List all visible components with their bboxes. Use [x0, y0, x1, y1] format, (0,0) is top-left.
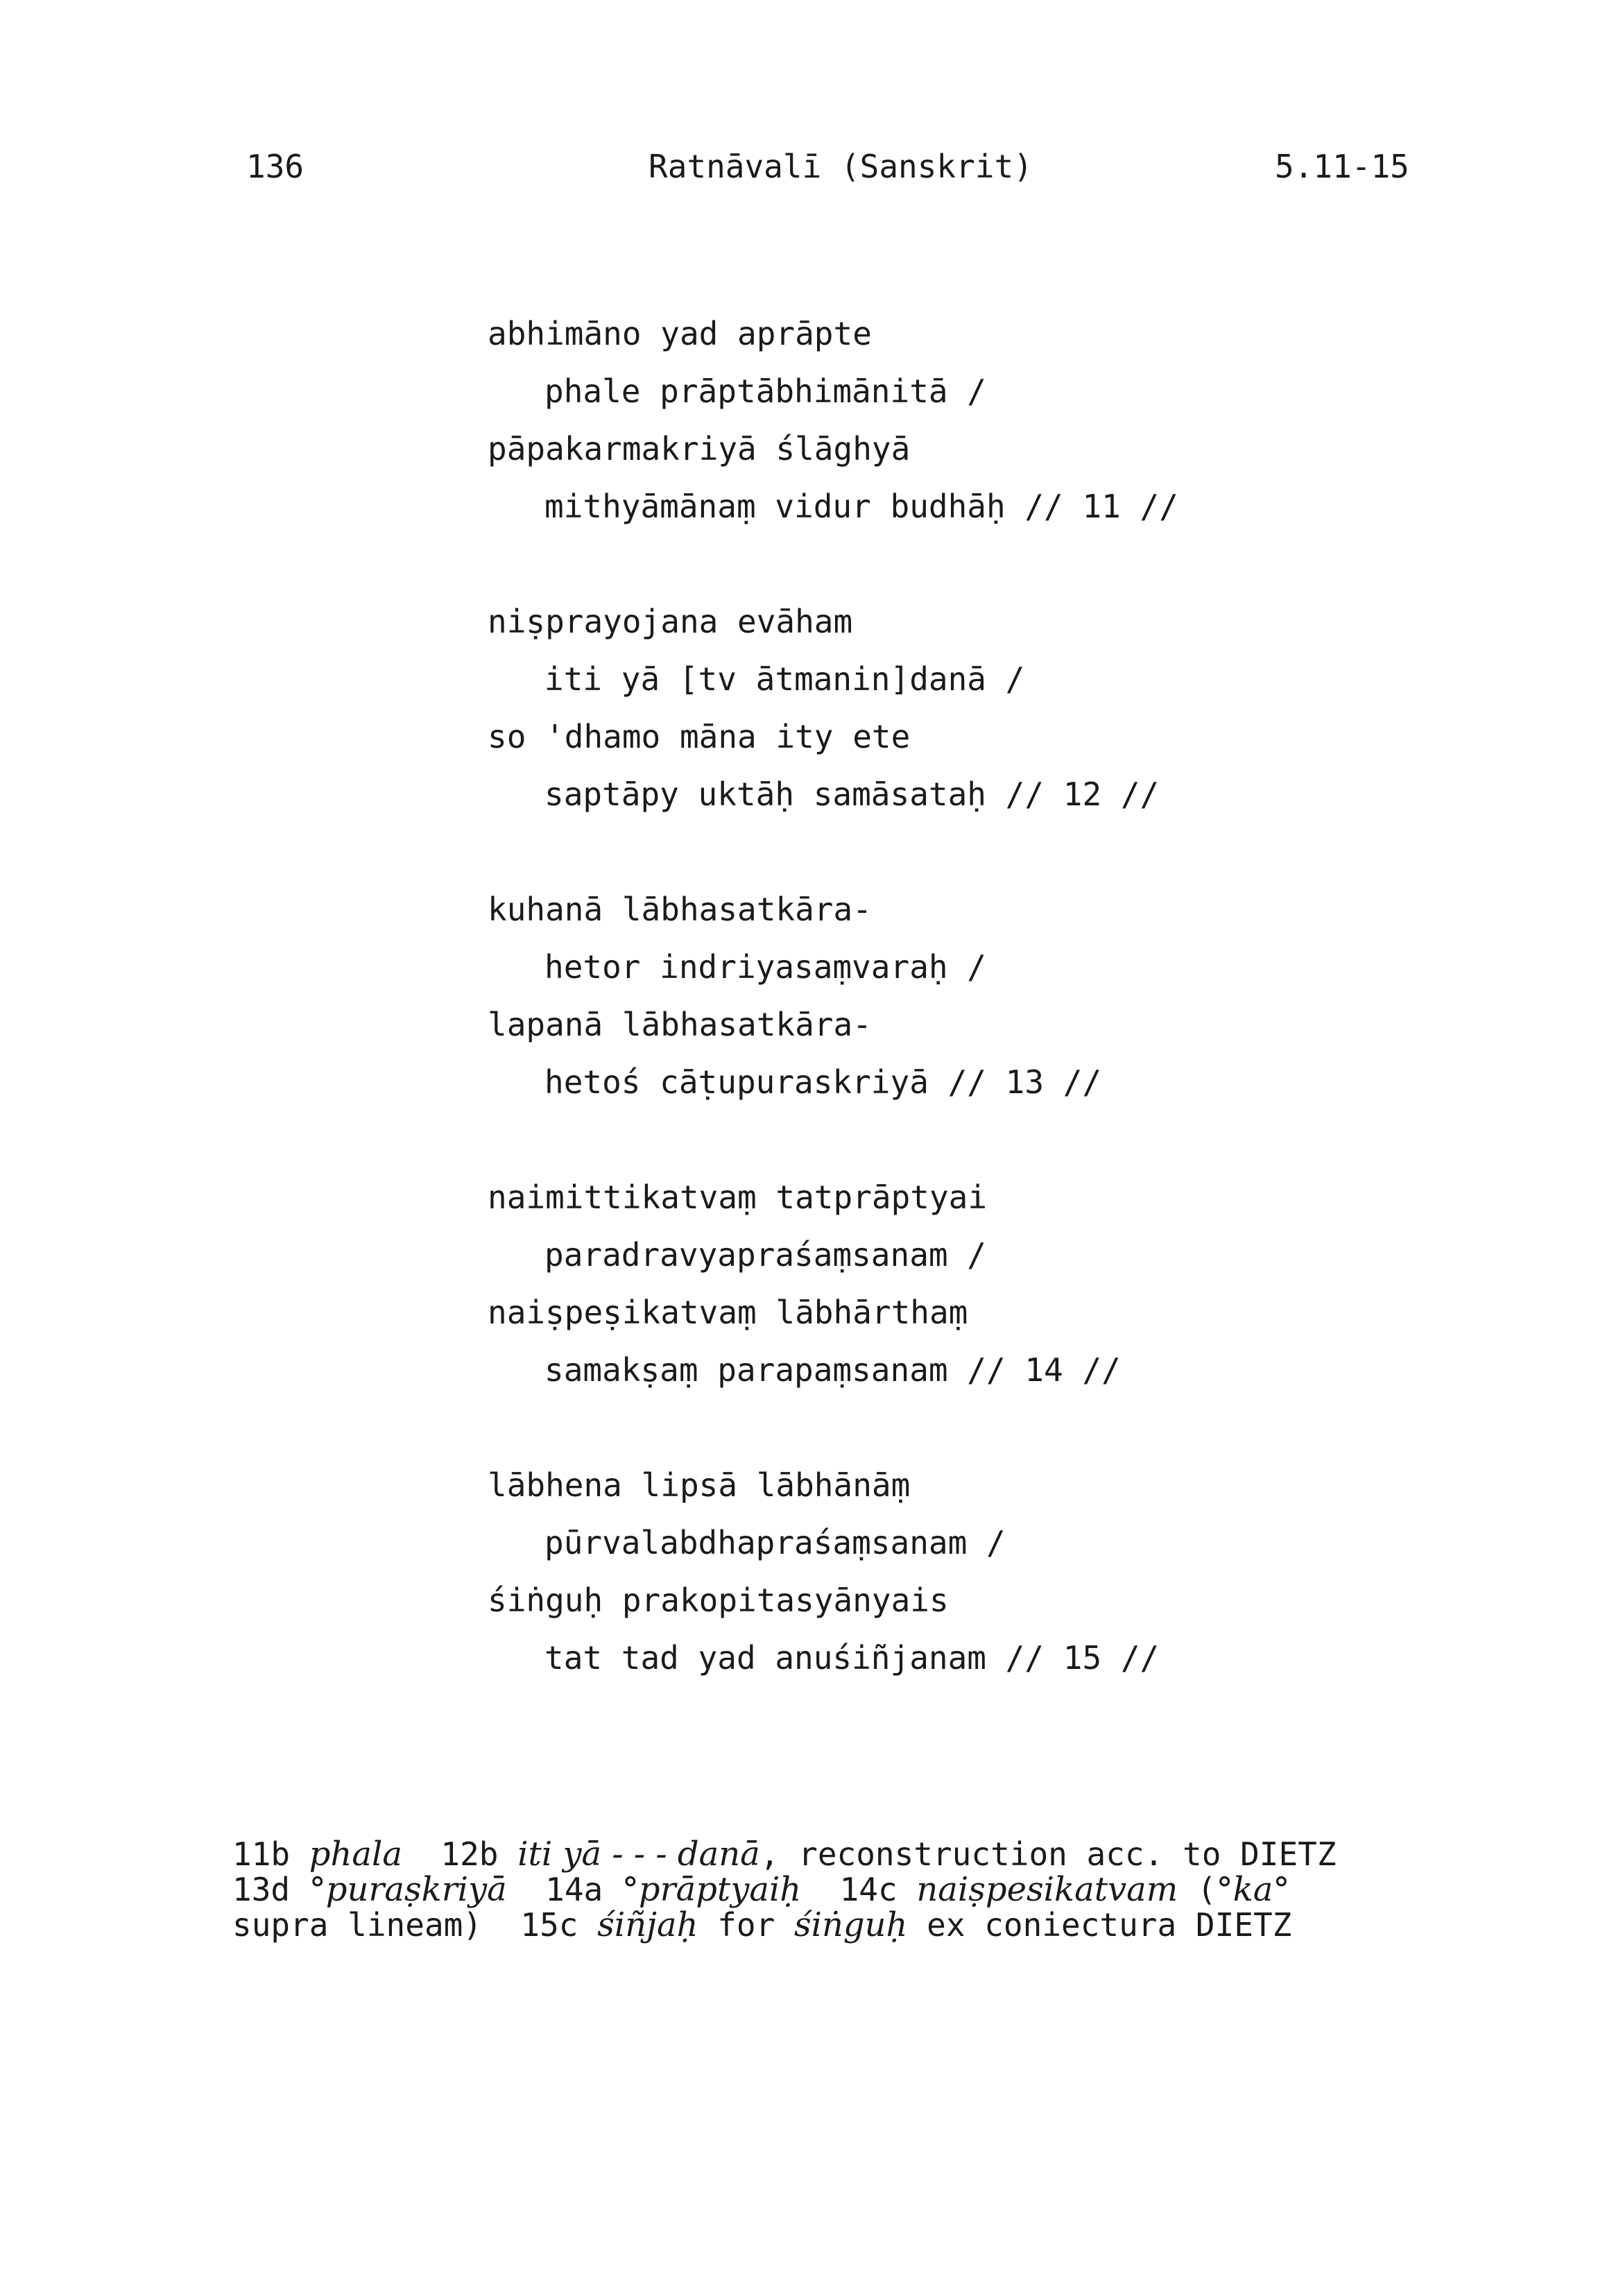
note-ref: 12b — [402, 1835, 518, 1873]
note-variant: śiṅguḥ — [794, 1905, 908, 1944]
note-ref: 13d — [232, 1871, 309, 1908]
verse-block — [488, 305, 1389, 1745]
verse-line: tat tad yad anuśiñjanam // 15 // — [544, 1639, 1160, 1677]
verse-line: pūrvalabdhapraśaṃsanam / — [544, 1524, 1006, 1561]
verse-line: mithyāmānaṃ vidur budhāḥ // 11 // — [544, 488, 1178, 525]
verse-line: phale prāptābhimānitā / — [544, 372, 986, 410]
verse-line: abhimāno yad aprāpte — [488, 315, 872, 352]
note-text: ( — [1178, 1871, 1217, 1908]
verse-line: saptāpy uktāḥ samāsataḥ // 12 // — [544, 776, 1160, 813]
note-variant: naiṣpesikatvam — [916, 1870, 1178, 1909]
verse-line: lābhena lipsā lābhānāṃ — [488, 1466, 911, 1504]
note-ref: 14c — [801, 1871, 917, 1908]
note-text: for — [698, 1906, 794, 1944]
note-variant: phala — [309, 1835, 403, 1874]
verse-line: hetor indriyasaṃvaraḥ / — [544, 948, 986, 986]
verse-line: naimittikatvaṃ tatprāptyai — [488, 1179, 988, 1216]
verse-line: hetoś cāṭupuraskriyā // 13 // — [544, 1063, 1102, 1101]
page-number: 136 — [246, 148, 304, 185]
verse-line: samakṣaṃ parapaṃsanam // 14 // — [544, 1351, 1121, 1389]
verse-line: paradravyapraśaṃsanam / — [544, 1236, 986, 1274]
note-ref: 14a — [506, 1871, 622, 1908]
stanza-15 — [488, 1457, 1389, 1687]
stanza-13 — [488, 881, 1389, 1111]
note-variant: °prāptyaiḥ — [621, 1870, 802, 1909]
note-text: , reconstruction acc. to DIETZ — [759, 1835, 1337, 1873]
section-reference: 5.11-15 — [1275, 148, 1409, 185]
note-ref: 11b — [232, 1835, 309, 1873]
apparatus-line — [232, 1872, 1550, 1908]
stanza-11 — [488, 305, 1389, 536]
verse-line: pāpakarmakriyā ślāghyā — [488, 430, 911, 468]
note-variant: iti yā - - - danā — [517, 1835, 760, 1874]
verse-line: so 'dhamo māna ity ete — [488, 718, 911, 755]
verse-line: iti yā [tv ātmanin]danā / — [544, 660, 1025, 698]
running-title: Ratnāvalī (Sanskrit) — [649, 148, 1033, 185]
note-text: supra lineam) 15c — [232, 1906, 598, 1944]
critical-apparatus — [232, 1837, 1550, 1943]
verse-line: lapanā lābhasatkāra- — [488, 1006, 872, 1043]
note-variant: śiñjaḥ — [597, 1905, 698, 1944]
note-variant: °puraṣkriyā — [309, 1870, 507, 1909]
verse-line: śiṅguḥ prakopitasyānyais — [488, 1582, 949, 1619]
stanza-14 — [488, 1169, 1389, 1399]
verse-line: naiṣpeṣikatvaṃ lābhārthaṃ — [488, 1294, 968, 1331]
verse-line: niṣprayojana evāham — [488, 603, 853, 640]
page-header — [0, 139, 1623, 194]
note-text: ex coniectura DIETZ — [907, 1906, 1292, 1944]
stanza-12 — [488, 593, 1389, 823]
verse-line: kuhanā lābhasatkāra- — [488, 891, 872, 928]
note-variant: °ka° — [1216, 1870, 1290, 1909]
apparatus-line — [232, 1837, 1550, 1872]
apparatus-line — [232, 1905, 1550, 1944]
